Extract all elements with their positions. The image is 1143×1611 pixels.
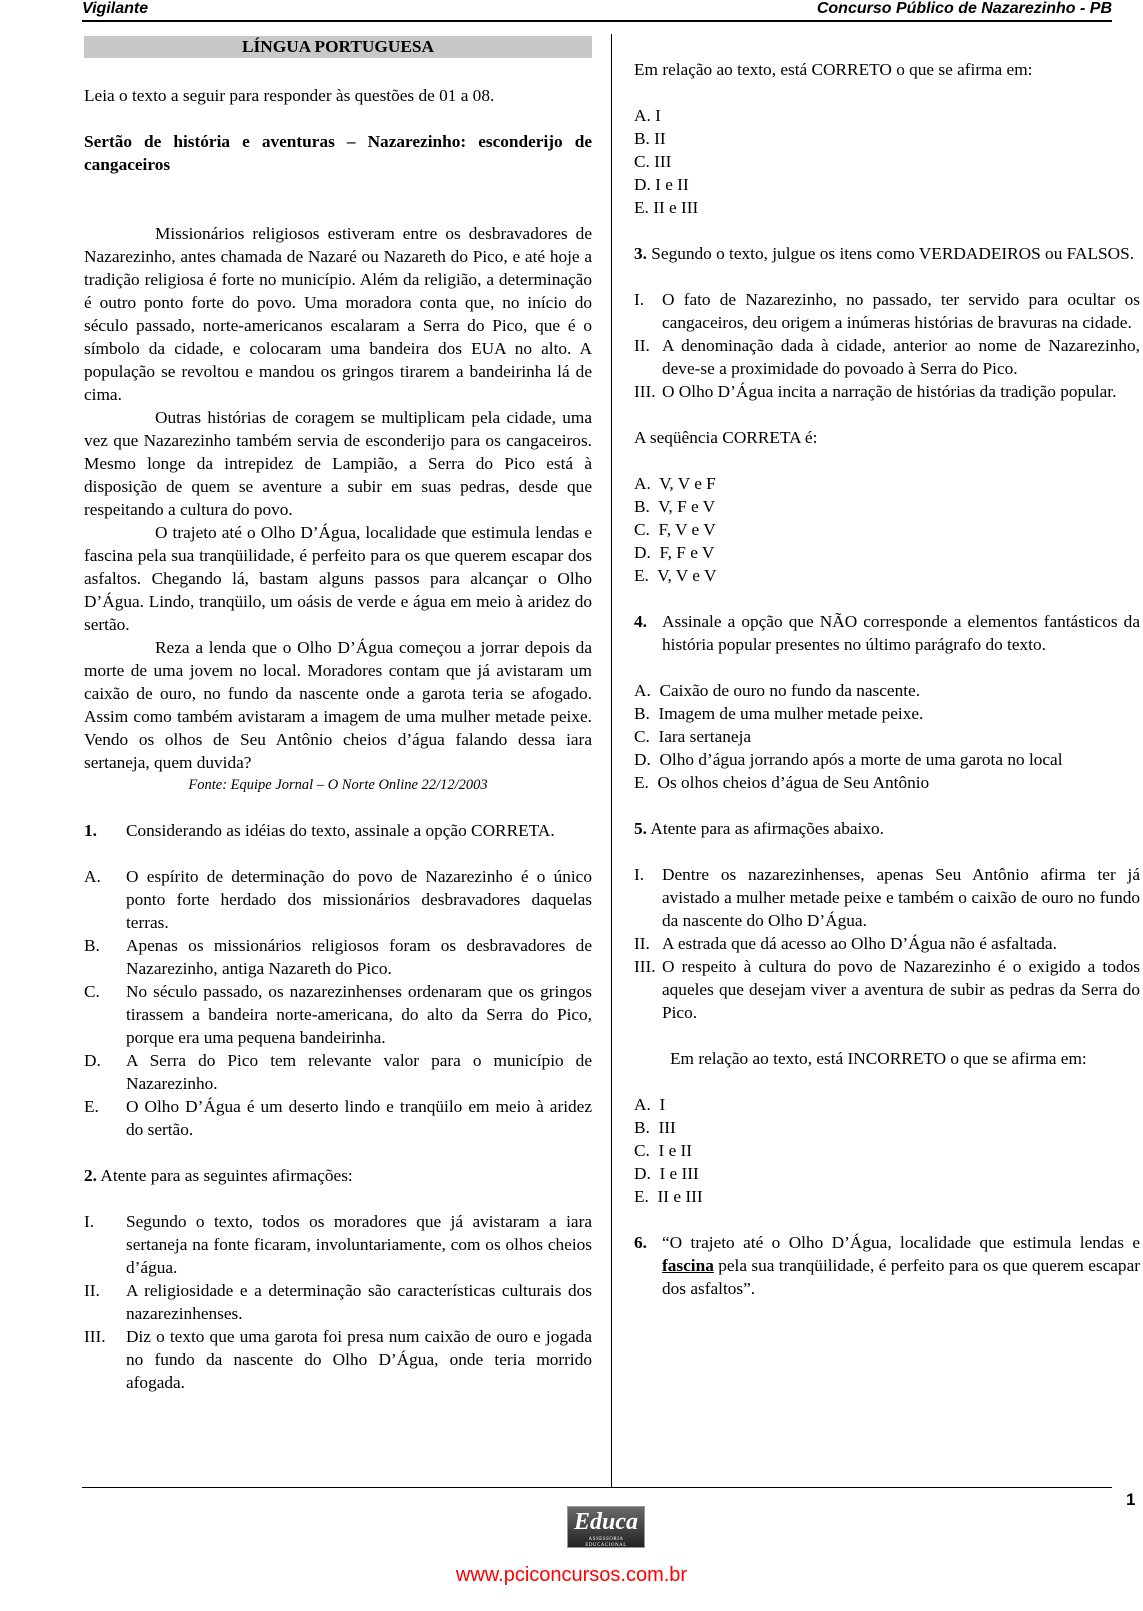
option-c[interactable]: C. III xyxy=(634,152,672,171)
educa-logo xyxy=(567,1506,645,1548)
paragraph-1: Missionários religiosos estiveram entre os desbravadores de Nazarezinho, antes chamada de Nazaré ou Nazareth do Pico, e até hoje a tradição religiosa é forte no município. Além da religião, a determinação é outro ponto forte do povo. Uma moradora conta que, no início do século passado, norte-americanos escalaram a Serra do Pico, que é o símbolo da cidade, e colocaram uma bandeira dos EUA no alto. A população se revoltou e mandou os gringos tirarem a bandeirinha lá de cima. xyxy=(84,224,592,404)
option-letter: C. xyxy=(84,982,100,1001)
logo-text: Educa xyxy=(573,1509,638,1535)
q3-prompt: A seqüência CORRETA é: xyxy=(634,428,818,447)
option-e[interactable] xyxy=(84,1095,592,1141)
q1-options xyxy=(84,865,592,1141)
highlighted-word: fascina xyxy=(662,1256,714,1275)
option-c[interactable]: C. I e II xyxy=(634,1141,693,1160)
statement-text: O Olho D’Água incita a narração de histórias da tradição popular. xyxy=(662,382,1117,401)
statement-number: I. xyxy=(634,865,645,884)
statement-text: Diz o texto que uma garota foi presa num caixão de ouro e jogada no fundo da nascente do Olho D’Água, onde teria morrido afogada. xyxy=(126,1327,592,1392)
option-letter: E. xyxy=(84,1097,99,1116)
q5-prompt: Em relação ao texto, está INCORRETO o que se afirma em: xyxy=(670,1049,1087,1068)
option-e[interactable]: E. II e III xyxy=(634,1187,703,1206)
statement-text: Dentre os nazarezinhenses, apenas Seu Antônio afirma ter já avistado a mulher metade peixe e também o caixão de ouro no fundo da nascente do Olho D’Água. xyxy=(662,865,1140,930)
option-text: No século passado, os nazarezinhenses ordenaram que os gringos tirassem a bandeira norte-americana, do alto da Serra do Pico, porque era uma pequena bandeirinha. xyxy=(126,982,592,1047)
question-4 xyxy=(634,610,1140,656)
option-b[interactable]: B. II xyxy=(634,129,666,148)
q2-prompt: Em relação ao texto, está CORRETO o que se afirma em: xyxy=(634,60,1033,79)
statement-i xyxy=(84,1210,592,1279)
option-d[interactable]: D. Olho d’água jorrando após a morte de uma garota no local xyxy=(634,750,1063,769)
option-a[interactable]: A. I xyxy=(634,1095,666,1114)
statement-iii xyxy=(634,380,1140,403)
question-6 xyxy=(634,1231,1140,1300)
statement-number: III. xyxy=(634,382,656,401)
question-3 xyxy=(634,242,1140,265)
text-source: Fonte: Equipe Jornal – O Norte Online 22/12/2003 xyxy=(188,777,488,793)
option-a[interactable]: A. I xyxy=(634,106,661,125)
question-text: Atente para as afirmações abaixo. xyxy=(646,819,884,838)
statement-i xyxy=(634,288,1140,334)
question-number: 6. xyxy=(634,1233,647,1252)
page-number: 1 xyxy=(1126,1490,1136,1509)
option-c[interactable]: C. Iara sertaneja xyxy=(634,727,752,746)
header-exam-role: Vigilante xyxy=(82,0,149,17)
quote-start: “O trajeto até o Olho D’Água, localidade que estimula lendas e xyxy=(662,1233,1140,1252)
statement-number: III. xyxy=(84,1327,106,1346)
footer-url-link[interactable]: www.pciconcursos.com.br xyxy=(455,1564,688,1586)
section-title: LÍNGUA PORTUGUESA xyxy=(84,36,592,58)
option-a[interactable] xyxy=(84,865,592,934)
question-number: 1. xyxy=(84,821,97,840)
question-text: Assinale a opção que NÃO corresponde a elementos fantásticos da história popular presentes no último parágrafo do texto. xyxy=(662,612,1140,654)
statement-text: O fato de Nazarezinho, no passado, ter servido para ocultar os cangaceiros, deu origem a inúmeras histórias de bravuras na cidade. xyxy=(662,290,1140,332)
text-title: Sertão de história e aventuras – Nazarezinho: esconderijo de cangaceiros xyxy=(84,132,592,174)
statement-iii xyxy=(634,955,1140,1024)
question-1 xyxy=(84,819,592,842)
statement-text: A religiosidade e a determinação são características culturais dos nazarezinhenses. xyxy=(126,1281,592,1323)
option-text: O espírito de determinação do povo de Nazarezinho é o único ponto forte herdado dos missionários desbravadores daquelas terras. xyxy=(126,867,592,932)
option-letter: D. xyxy=(84,1051,101,1070)
option-text: A Serra do Pico tem relevante valor para o município de Nazarezinho. xyxy=(126,1051,592,1093)
option-text: Apenas os missionários religiosos foram os desbravadores de Nazarezinho, antiga Nazareth do Pico. xyxy=(126,936,592,978)
question-number: 3. xyxy=(634,244,647,263)
statement-number: I. xyxy=(84,1212,95,1231)
question-2 xyxy=(84,1164,592,1187)
question-number: 5. xyxy=(634,819,647,838)
option-text: O Olho D’Água é um deserto lindo e tranqüilo em meio à aridez do sertão. xyxy=(126,1097,592,1139)
question-text: Segundo o texto, julgue os itens como VERDADEIROS ou FALSOS. xyxy=(646,244,1135,263)
statement-text: A denominação dada à cidade, anterior ao nome de Nazarezinho, deve-se a proximidade do povoado à Serra do Pico. xyxy=(662,336,1140,378)
option-b[interactable]: B. V, F e V xyxy=(634,497,716,516)
option-e[interactable]: E. Os olhos cheios d’água de Seu Antônio xyxy=(634,773,930,792)
paragraph-4: Reza a lenda que o Olho D’Água começou a jorrar depois da morte de uma jovem no local. Moradores contam que já avistaram um caixão de ouro, no fundo da nascente onde a garota teria se afogado. Assim como também avistaram a imagem de uma mulher metade peixe. Vendo os olhos de Seu Antônio cheios d’água falando dessa iara sertaneja, quem duvida? xyxy=(84,638,592,772)
statement-number: II. xyxy=(634,934,650,953)
statement-number: III. xyxy=(634,957,656,976)
option-d[interactable]: D. F, F e V xyxy=(634,543,715,562)
option-letter: B. xyxy=(84,936,100,955)
option-d[interactable]: D. I e III xyxy=(634,1164,699,1183)
column-divider xyxy=(611,34,612,1488)
option-b[interactable]: B. III xyxy=(634,1118,676,1137)
question-text: Considerando as idéias do texto, assinale a opção CORRETA. xyxy=(126,821,555,840)
question-text: Atente para as seguintes afirmações: xyxy=(96,1166,353,1185)
paragraph-2: Outras histórias de coragem se multiplicam pela cidade, uma vez que Nazarezinho também servia de esconderijo para os cangaceiros. Mesmo longe da intrepidez de Lampião, a Serra do Pico está à disposição de quem se aventure a subir em suas pedras, desde que respeitando a cultura do povo. xyxy=(84,408,592,519)
question-number: 4. xyxy=(634,612,647,631)
option-d[interactable] xyxy=(84,1049,592,1095)
option-letter: A. xyxy=(84,867,101,886)
left-column xyxy=(84,36,592,1417)
logo-subtitle: ASSESSORIA EDUCACIONAL xyxy=(585,1537,627,1548)
statement-number: I. xyxy=(634,290,645,309)
option-a[interactable]: A. Caixão de ouro no fundo da nascente. xyxy=(634,681,921,700)
footer-rule xyxy=(82,1487,1112,1488)
q3-options xyxy=(634,472,1140,587)
option-b[interactable] xyxy=(84,934,592,980)
option-a[interactable]: A. V, V e F xyxy=(634,474,716,493)
option-c[interactable]: C. F, V e V xyxy=(634,520,716,539)
statement-text: A estrada que dá acesso ao Olho D’Água não é asfaltada. xyxy=(662,934,1057,953)
question-5 xyxy=(634,817,1140,840)
statement-ii xyxy=(634,932,1140,955)
option-e[interactable]: E. II e III xyxy=(634,198,699,217)
statement-number: II. xyxy=(634,336,650,355)
q2-statements xyxy=(84,1210,592,1394)
option-c[interactable] xyxy=(84,980,592,1049)
option-d[interactable]: D. I e II xyxy=(634,175,689,194)
statement-number: II. xyxy=(84,1281,100,1300)
statement-ii xyxy=(634,334,1140,380)
option-e[interactable]: E. V, V e V xyxy=(634,566,717,585)
statement-ii xyxy=(84,1279,592,1325)
question-text xyxy=(662,1231,1140,1300)
q5-statements xyxy=(634,863,1140,1024)
statement-i xyxy=(634,863,1140,932)
intro-text: Leia o texto a seguir para responder às questões de 01 a 08. xyxy=(84,86,495,105)
q2-options xyxy=(634,104,1140,219)
statement-text: O respeito à cultura do povo de Nazarezinho é o exigido a todos aqueles que desejam viver a aventura de subir as pedras da Serra do Pico. xyxy=(662,957,1140,1022)
header-exam-name: Concurso Público de Nazarezinho - PB xyxy=(816,0,1112,17)
q3-statements xyxy=(634,288,1140,403)
right-column xyxy=(634,58,1140,1323)
question-number: 2. xyxy=(84,1166,97,1185)
q4-options xyxy=(634,679,1140,794)
page-header xyxy=(82,0,1112,22)
paragraph-3: O trajeto até o Olho D’Água, localidade que estimula lendas e fascina pela sua tranqüilidade, é perfeito para os que querem escapar dos asfaltos. Chegando lá, bastam alguns passos para alcançar o Olho D’Água. Lindo, tranqüilo, um oásis de verde e água em meio à aridez do sertão. xyxy=(84,523,592,634)
statement-iii xyxy=(84,1325,592,1394)
quote-end: pela sua tranqüilidade, é perfeito para os que querem escapar dos asfaltos”. xyxy=(662,1256,1140,1298)
statement-text: Segundo o texto, todos os moradores que já avistaram a iara sertaneja na fonte ficaram, involuntariamente, com os olhos cheios d’água. xyxy=(126,1212,592,1277)
option-b[interactable]: B. Imagem de uma mulher metade peixe. xyxy=(634,704,924,723)
q5-options xyxy=(634,1093,1140,1208)
